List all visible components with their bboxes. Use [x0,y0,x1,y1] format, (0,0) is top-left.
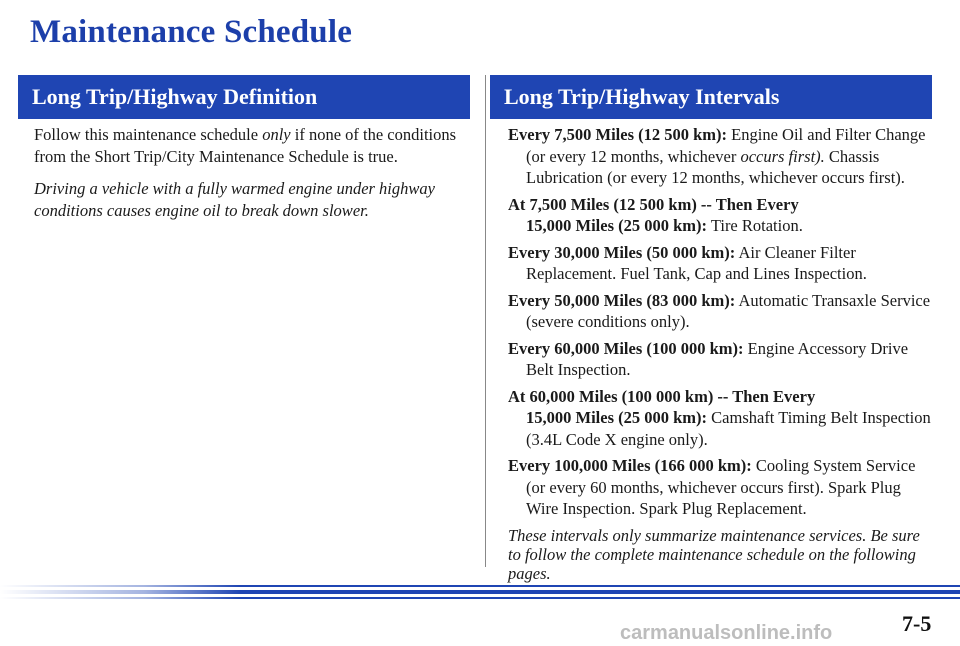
interval-label: Every 100,000 Miles (166 000 km): [508,456,752,475]
interval-entry [508,386,932,451]
interval-entry [508,338,932,381]
page-number: 7-5 [902,611,932,636]
definition-note: Driving a vehicle with a fully warmed engine under highway conditions causes engine oil to break down slower. [34,179,435,220]
footer-rule-fade [0,580,240,604]
interval-entry [508,455,932,520]
interval-label: Every 7,500 Miles (12 500 km): [508,125,728,144]
interval-text: Automatic Transaxle Service (severe conditions only). [526,290,931,331]
interval-text: Camshaft Timing Belt Inspection (3.4L Code X engine only). [526,408,931,449]
interval-text: Engine Accessory Drive Belt Inspection. [526,338,909,379]
section-heading-definition: Long Trip/Highway Definition [18,75,470,119]
interval-text: Engine Oil and Filter Change (or every 12 months, whichever [526,125,926,166]
interval-label-continued: 15,000 Miles (25 000 km): [526,216,708,235]
page-title: Maintenance Schedule [30,14,353,50]
interval-text: Tire Rotation. [707,216,803,235]
section-heading-intervals: Long Trip/Highway Intervals [490,75,932,119]
watermark-left [0,150,28,496]
interval-label: Every 50,000 Miles (83 000 km): [508,290,736,310]
interval-entry [508,194,932,237]
interval-text: Cooling System Service (or every 60 months, whichever occurs first). Spark Plug Wire Inspection. Spark Plug Replacement. [526,456,916,518]
definition-paragraph [34,124,462,168]
definition-text-start: Follow this maintenance schedule [34,125,263,144]
interval-label: At 7,500 Miles (12 500 km) -- Then Every [508,194,799,214]
interval-entry [508,124,932,189]
intervals-column [508,124,932,599]
definition-emphasis: only [262,125,291,144]
interval-label-continued: 15,000 Miles (25 000 km): [526,408,708,427]
interval-entry [508,242,932,285]
interval-entry [508,290,932,333]
interval-text: Air Cleaner Filter Replacement. Fuel Tank, Cap and Lines Inspection. [526,242,867,283]
interval-label: At 60,000 Miles (100 000 km) -- Then Every [508,386,816,406]
intervals-closing-note: These intervals only summarize maintenance services. Be sure to follow the complete maintenance schedule on the following pages. [508,525,920,583]
interval-emphasis: occurs first). [740,146,825,166]
interval-label: Every 60,000 Miles (100 000 km): [508,338,744,358]
watermark-left-text [22,0,42,150]
column-divider [485,75,486,567]
interval-text-after: Chassis Lubrication (or every 12 months, whichever occurs first). [526,146,905,187]
definition-column [34,124,462,230]
watermark-bottom: carmanualsonline.info [620,622,833,644]
definition-text-end: if none of the conditions from the Short Trip/City Maintenance Schedule is true. [34,125,457,166]
interval-label: Every 30,000 Miles (50 000 km): [508,242,736,262]
